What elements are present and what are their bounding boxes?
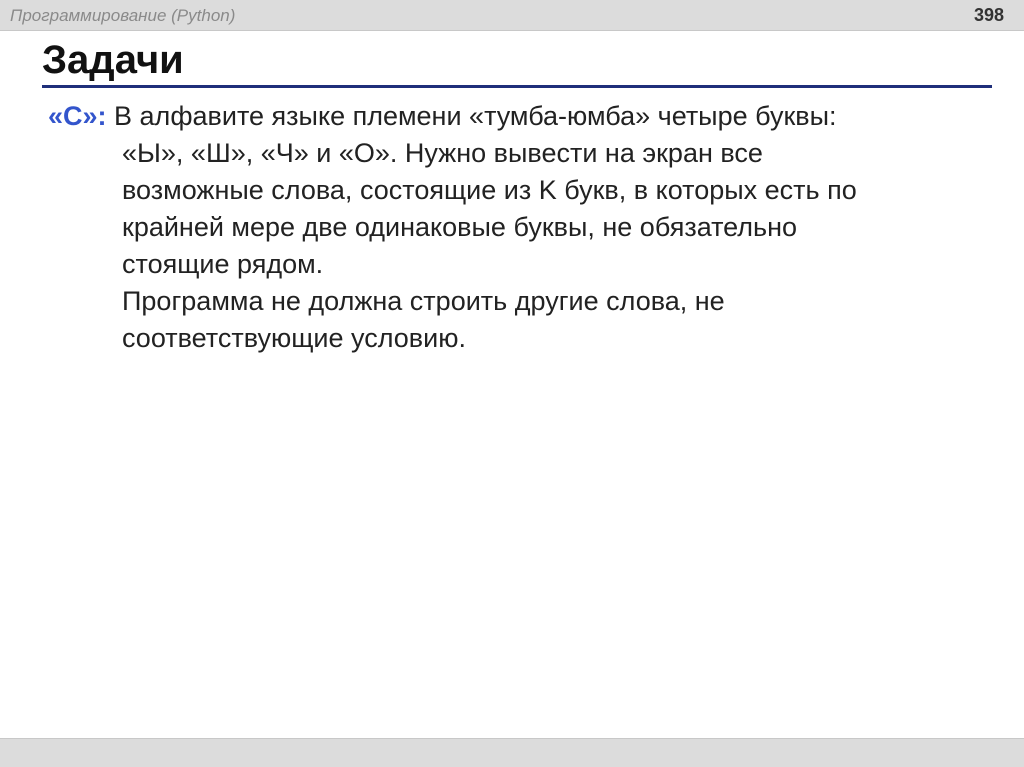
task-line-2: «Ы», «Ш», «Ч» и «О». Нужно вывести на экран все bbox=[122, 138, 763, 168]
task-line-4: крайней мере две одинаковые буквы, не обязательно bbox=[122, 212, 798, 242]
task-text bbox=[48, 98, 988, 357]
title-underline bbox=[42, 85, 992, 88]
footer-bar bbox=[0, 738, 1024, 767]
task-line-7: соответствующие условию. bbox=[122, 323, 466, 353]
page-number: 398 bbox=[973, 5, 1004, 25]
header-bar bbox=[0, 0, 1024, 31]
task-line-3: возможные слова, состоящие из K букв, в которых есть по bbox=[122, 175, 857, 205]
task-label: «C»: bbox=[48, 101, 107, 131]
course-title: Программирование (Python) bbox=[10, 6, 236, 25]
task-line-5: стоящие рядом. bbox=[122, 249, 324, 279]
slide-title: Задачи bbox=[42, 38, 184, 82]
task-line-text: В алфавите языке племени «тумба-юмба» четыре буквы: bbox=[106, 101, 837, 131]
task-line-6: Программа не должна строить другие слова, не bbox=[122, 286, 725, 316]
task-line-1 bbox=[48, 98, 988, 135]
